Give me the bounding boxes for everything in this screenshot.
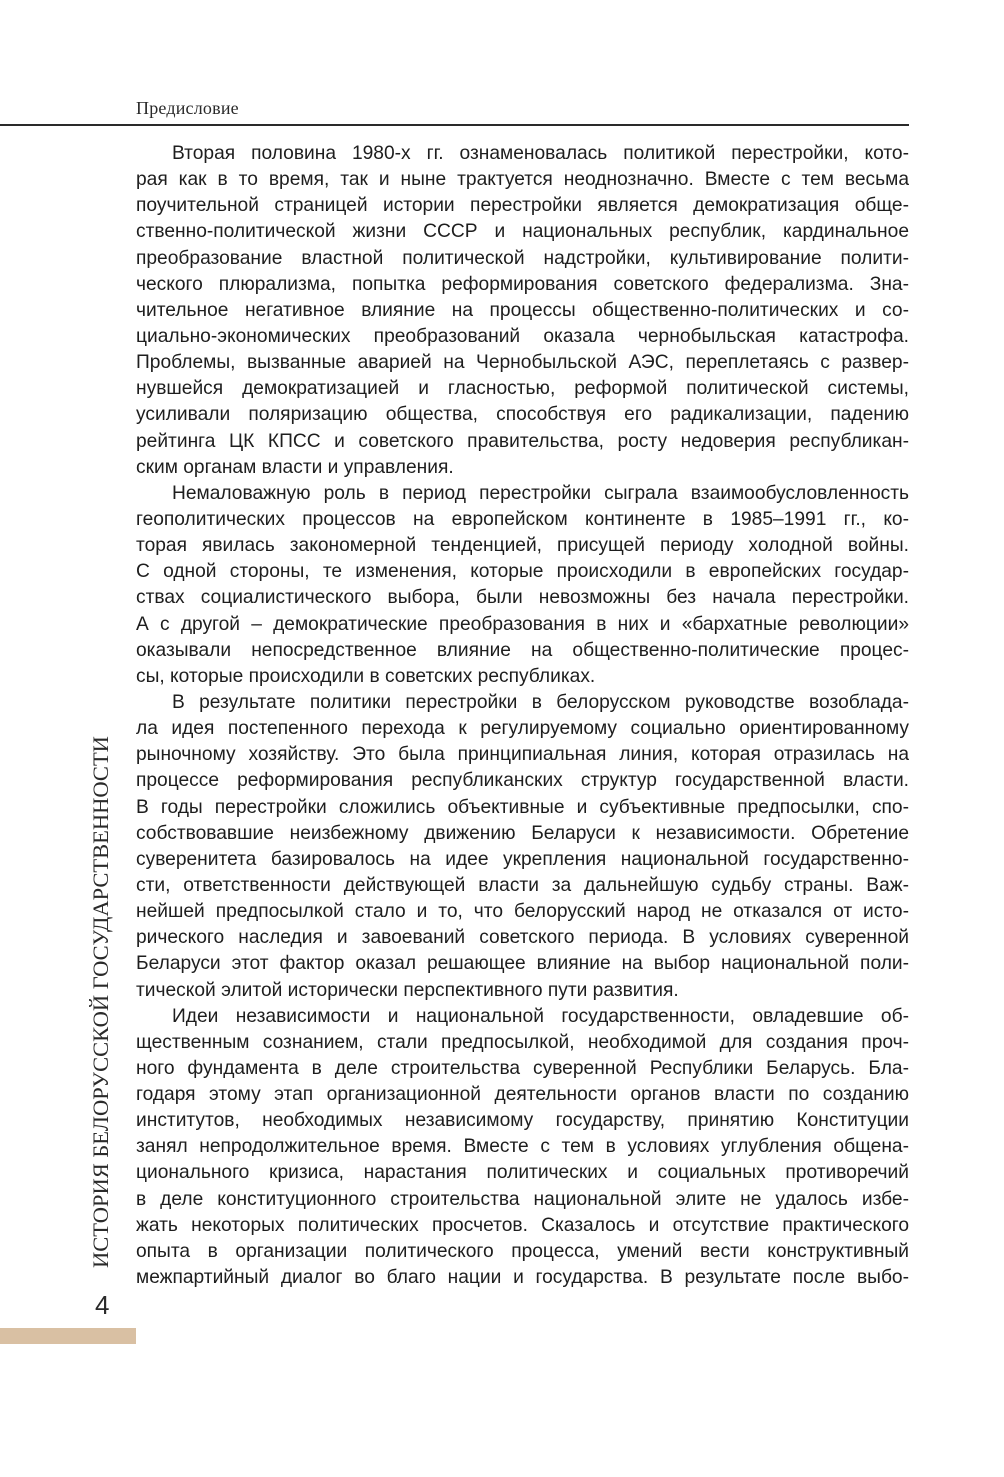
text-line: усиливали поляризацию общества, способствуя его радикализации, падению (136, 404, 909, 426)
text-line: суверенитета базировалось на идее укрепления национальной государственно- (136, 848, 909, 870)
text-line: щественным сознанием, стали предпосылкой, необходимой для создания проч- (136, 1031, 909, 1053)
paragraph (136, 141, 909, 481)
text-line: нувшейся демократизацией и гласностью, реформой политической системы, (136, 378, 909, 400)
accent-bar (0, 1328, 136, 1344)
text-line: нейшей предпосылкой стало и то, что белорусский народ не отказался от исто- (136, 901, 909, 923)
text-line: торая явилась закономерной тенденцией, присущей периоду холодной войны. (136, 535, 909, 557)
text-line: межпартийный диалог во благо нации и государства. В результате после выбо- (136, 1267, 909, 1289)
text-line: Немаловажную роль в период перестройки сыграла взаимообусловленность (172, 482, 909, 504)
text-line: циально-экономических преобразований оказала чернобыльская катастрофа. (136, 325, 909, 347)
text-line: преобразование властной политической надстройки, культивирование полити- (136, 247, 909, 269)
text-line: сти, ответственности действующей власти за дальнейшую судьбу страны. Важ- (136, 874, 909, 896)
text-line: годаря этому этап организационной деятельности органов власти по созданию (136, 1084, 909, 1106)
book-title-vertical: ИСТОРИЯ БЕЛОРУССКОЙ ГОСУДАРСТВЕННОСТИ (88, 736, 113, 1268)
text-line: ного фундамента в деле строительства суверенной Республики Беларусь. Бла- (136, 1057, 909, 1079)
text-line: чительное негативное влияние на процессы общественно-политических и со- (136, 299, 909, 321)
text-line: занял непродолжительное время. Вместе с тем в условиях углубления общена- (136, 1136, 909, 1158)
text-line: ственно-политической жизни СССР и национальных республик, кардинальное (136, 221, 909, 243)
text-line: поучительной страницей истории перестройки является демократизация обще- (136, 195, 909, 217)
text-line: ла идея постепенного перехода к регулируемому социально ориентированному (136, 718, 909, 740)
text-line: Идеи независимости и национальной государственности, овладевшие об- (172, 1005, 909, 1027)
text-line: В результате политики перестройки в белорусском руководстве возоблада- (172, 691, 909, 713)
text-line: ским органам власти и управления. (136, 456, 454, 478)
text-line: институтов, необходимых независимому государству, принятию Конституции (136, 1110, 909, 1132)
text-line: В годы перестройки сложились объективные и субъективные предпосылки, спо- (136, 796, 909, 818)
paragraph (136, 690, 909, 1004)
text-line: сы, которые происходили в советских республиках. (136, 665, 596, 687)
text-line: в деле конституционного строительства национальной элите не удалось избе- (136, 1188, 909, 1210)
paragraph (136, 481, 909, 690)
page-number: 4 (95, 1290, 110, 1320)
text-line: опыта в организации политического процесса, умений вести конструктивный (136, 1240, 909, 1262)
main-text (136, 141, 909, 1291)
text-line: рая как в то время, так и ныне трактуется неоднозначно. Вместе с тем весьма (136, 169, 909, 191)
text-line: рического наследия и завоеваний советского периода. В условиях суверенной (136, 927, 909, 949)
text-line: А с другой – демократические преобразования в них и «бархатные революции» (136, 613, 909, 635)
text-line: Проблемы, вызванные аварией на Чернобыльской АЭС, переплетаясь с развер- (136, 352, 909, 374)
text-line: С одной стороны, те изменения, которые происходили в европейских государ- (136, 561, 909, 583)
text-line: жать некоторых политических просчетов. Сказалось и отсутствие практического (136, 1214, 909, 1236)
text-line: собствовавшие неизбежному движению Беларуси к независимости. Обретение (136, 822, 909, 844)
text-line: ствах социалистического выбора, были невозможны без начала перестройки. (136, 587, 909, 609)
text-line: оказывали непосредственное влияние на общественно-политические процес- (136, 639, 909, 661)
text-line: ческого плюрализма, попытка реформирования советского федерализма. Зна- (136, 273, 909, 295)
text-line: тической элитой исторически перспективного пути развития. (136, 979, 679, 1001)
running-header-title: Предисловие (136, 98, 239, 118)
text-line: геополитических процессов на европейском континенте в 1985–1991 гг., ко- (136, 508, 909, 530)
text-line: рейтинга ЦК КПСС и советского правительства, росту недоверия республикан- (136, 430, 909, 452)
paragraph (136, 1004, 909, 1292)
text-line: ционального кризиса, нарастания политических и социальных противоречий (136, 1162, 909, 1184)
header-rule (0, 124, 909, 126)
text-line: процессе реформирования республиканских структур государственной власти. (136, 770, 909, 792)
text-line: рыночному хозяйству. Это была принципиальная линия, которая отразилась на (136, 744, 909, 766)
text-line: Беларуси этот фактор оказал решающее влияние на выбор национальной поли- (136, 953, 909, 975)
text-line: Вторая половина 1980-х гг. ознаменовалась политикой перестройки, кото- (172, 143, 909, 164)
